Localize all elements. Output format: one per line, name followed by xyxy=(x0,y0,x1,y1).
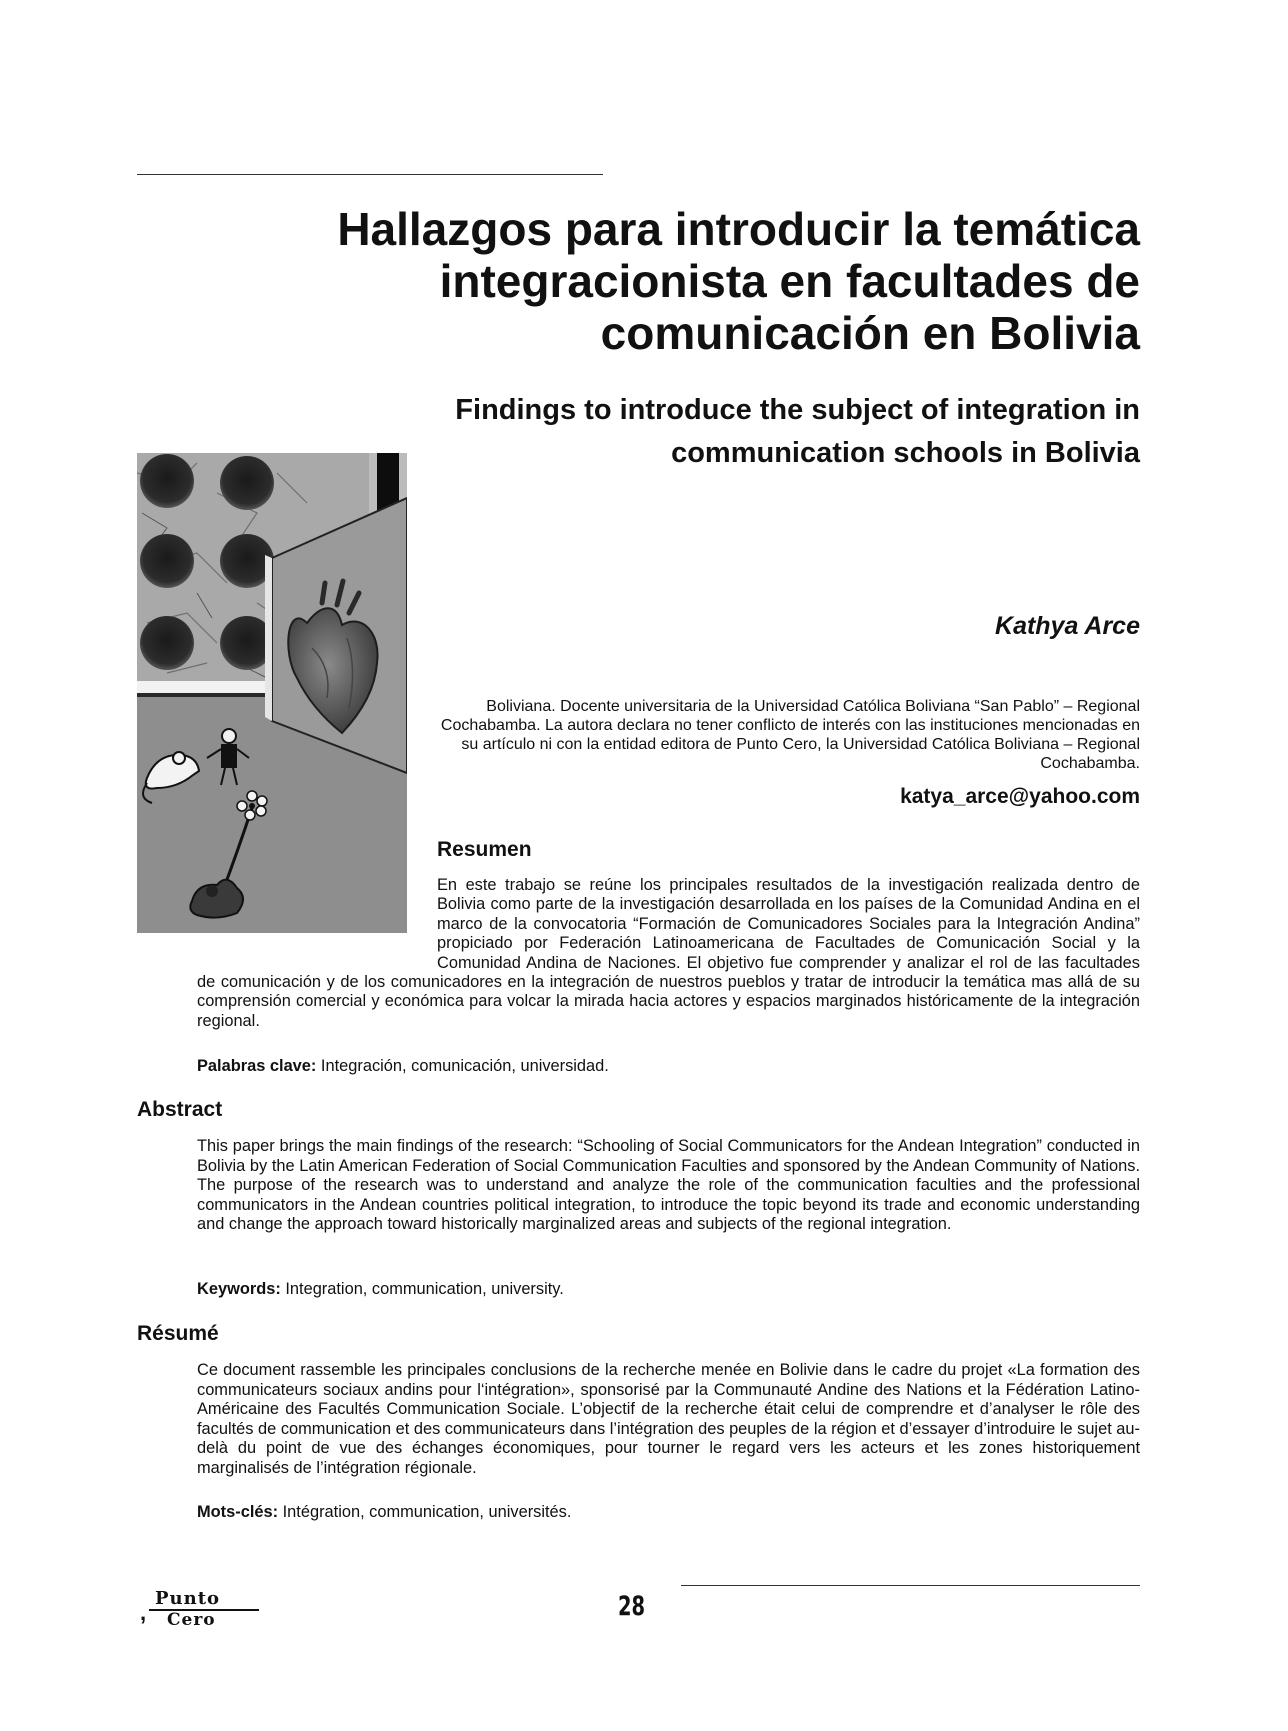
logo-mark: , xyxy=(140,1600,147,1625)
keywords-label: Palabras clave: xyxy=(197,1057,317,1075)
resume-heading: Résumé xyxy=(137,1322,219,1345)
page-number: 28 xyxy=(618,1591,646,1622)
title-line: Hallazgos para introducir la temática xyxy=(337,203,1140,255)
keywords-value: Intégration, communication, universités. xyxy=(278,1503,572,1521)
abstract-text: This paper brings the main findings of the research: “Schooling of Social Communicators for the Andean Integration” conducted in Bolivia by the Latin American Federation of Social Communication Faculties and sponsored by the Andean Community of Nations. The purpose of the research was to understand and analyze the role of the communication faculties and the professional communicators in the Andean countries political integration, to introduce the topic beyond its trade and economic understanding and change the approach toward historically marginalized areas and subjects of the regional integration. xyxy=(197,1137,1140,1234)
keywords-label: Mots-clés: xyxy=(197,1503,279,1521)
abstract-keywords xyxy=(197,1280,1140,1299)
header-rule xyxy=(137,174,603,175)
logo-word-bottom: Cero xyxy=(167,1610,216,1630)
article-illustration xyxy=(137,453,407,933)
subtitle-line: Findings to introduce the subject of integration in xyxy=(455,394,1140,426)
author-name: Kathya Arce xyxy=(995,612,1140,640)
title-line: comunicación en Bolivia xyxy=(600,307,1140,359)
resumen-body: En este trabajo se reúne los principales resultados de la investigación realizada dentro de Bolivia como parte de la investigación desarrollada en los países de la Comunidad Andina en el marco de la convocatoria “Formación de Comunicadores Sociales para la Integración Andina” propiciado por Federación Latinoamericana de Facultades de Comunicación Social y la Comunidad Andina de Naciones. El objetivo fue comprender y analizar el rol de las facultades de comunicación y de los comunicadores en la integración de nuestros pueblos y tratar de introducir la temática mas allá de su comprensión comercial y económica para volcar la mirada hacia actores y espacios marginados históricamente de la integración regional. xyxy=(197,876,1140,1030)
resumen-text xyxy=(197,876,1140,1031)
punto-cero-logo xyxy=(137,1588,267,1638)
subtitle-line: communication schools in Bolivia xyxy=(671,437,1140,469)
author-email[interactable]: katya_arce@yahoo.com xyxy=(900,785,1140,808)
author-affiliation: Boliviana. Docente universitaria de la Universidad Católica Boliviana “San Pablo” – Regional Cochabamba. La autora declara no tener conflicto de interés con las instituciones mencionadas en su artículo ni con la entidad editora de Punto Cero, la Universidad Católica Boliviana – Regional Cochabamba. xyxy=(440,698,1140,772)
resume-keywords xyxy=(197,1503,1140,1522)
resumen-heading: Resumen xyxy=(437,838,532,861)
article-title xyxy=(180,203,1140,359)
keywords-value: Integration, communication, university. xyxy=(280,1280,564,1298)
keywords-value: Integración, comunicación, universidad. xyxy=(316,1057,609,1075)
footer-rule xyxy=(681,1585,1140,1586)
resumen-keywords xyxy=(197,1057,1140,1076)
title-line: integracionista en facultades de xyxy=(439,255,1140,307)
logo-word-top: Punto xyxy=(155,1588,221,1609)
resume-text: Ce document rassemble les principales conclusions de la recherche menée en Bolivie dans le cadre du projet «La formation des communicateurs sociaux andins pour l‘intégration», sponsorisé par la Communauté Andine des Nations et la Fédération Latino-Américaine des Facultés Communication Sociale. L’objectif de la recherche était celui de comprendre et d’analyser le rôle des facultés de communication et des communicateurs dans l’intégration des peuples de la région et d’essayer d’introduire le sujet au-delà du point de vue des échanges économiques, pour tourner le regard vers les acteurs et les zones historiquement marginalisés de l’intégration régionale. xyxy=(197,1361,1140,1477)
keywords-label: Keywords: xyxy=(197,1280,281,1298)
abstract-heading: Abstract xyxy=(137,1098,223,1121)
